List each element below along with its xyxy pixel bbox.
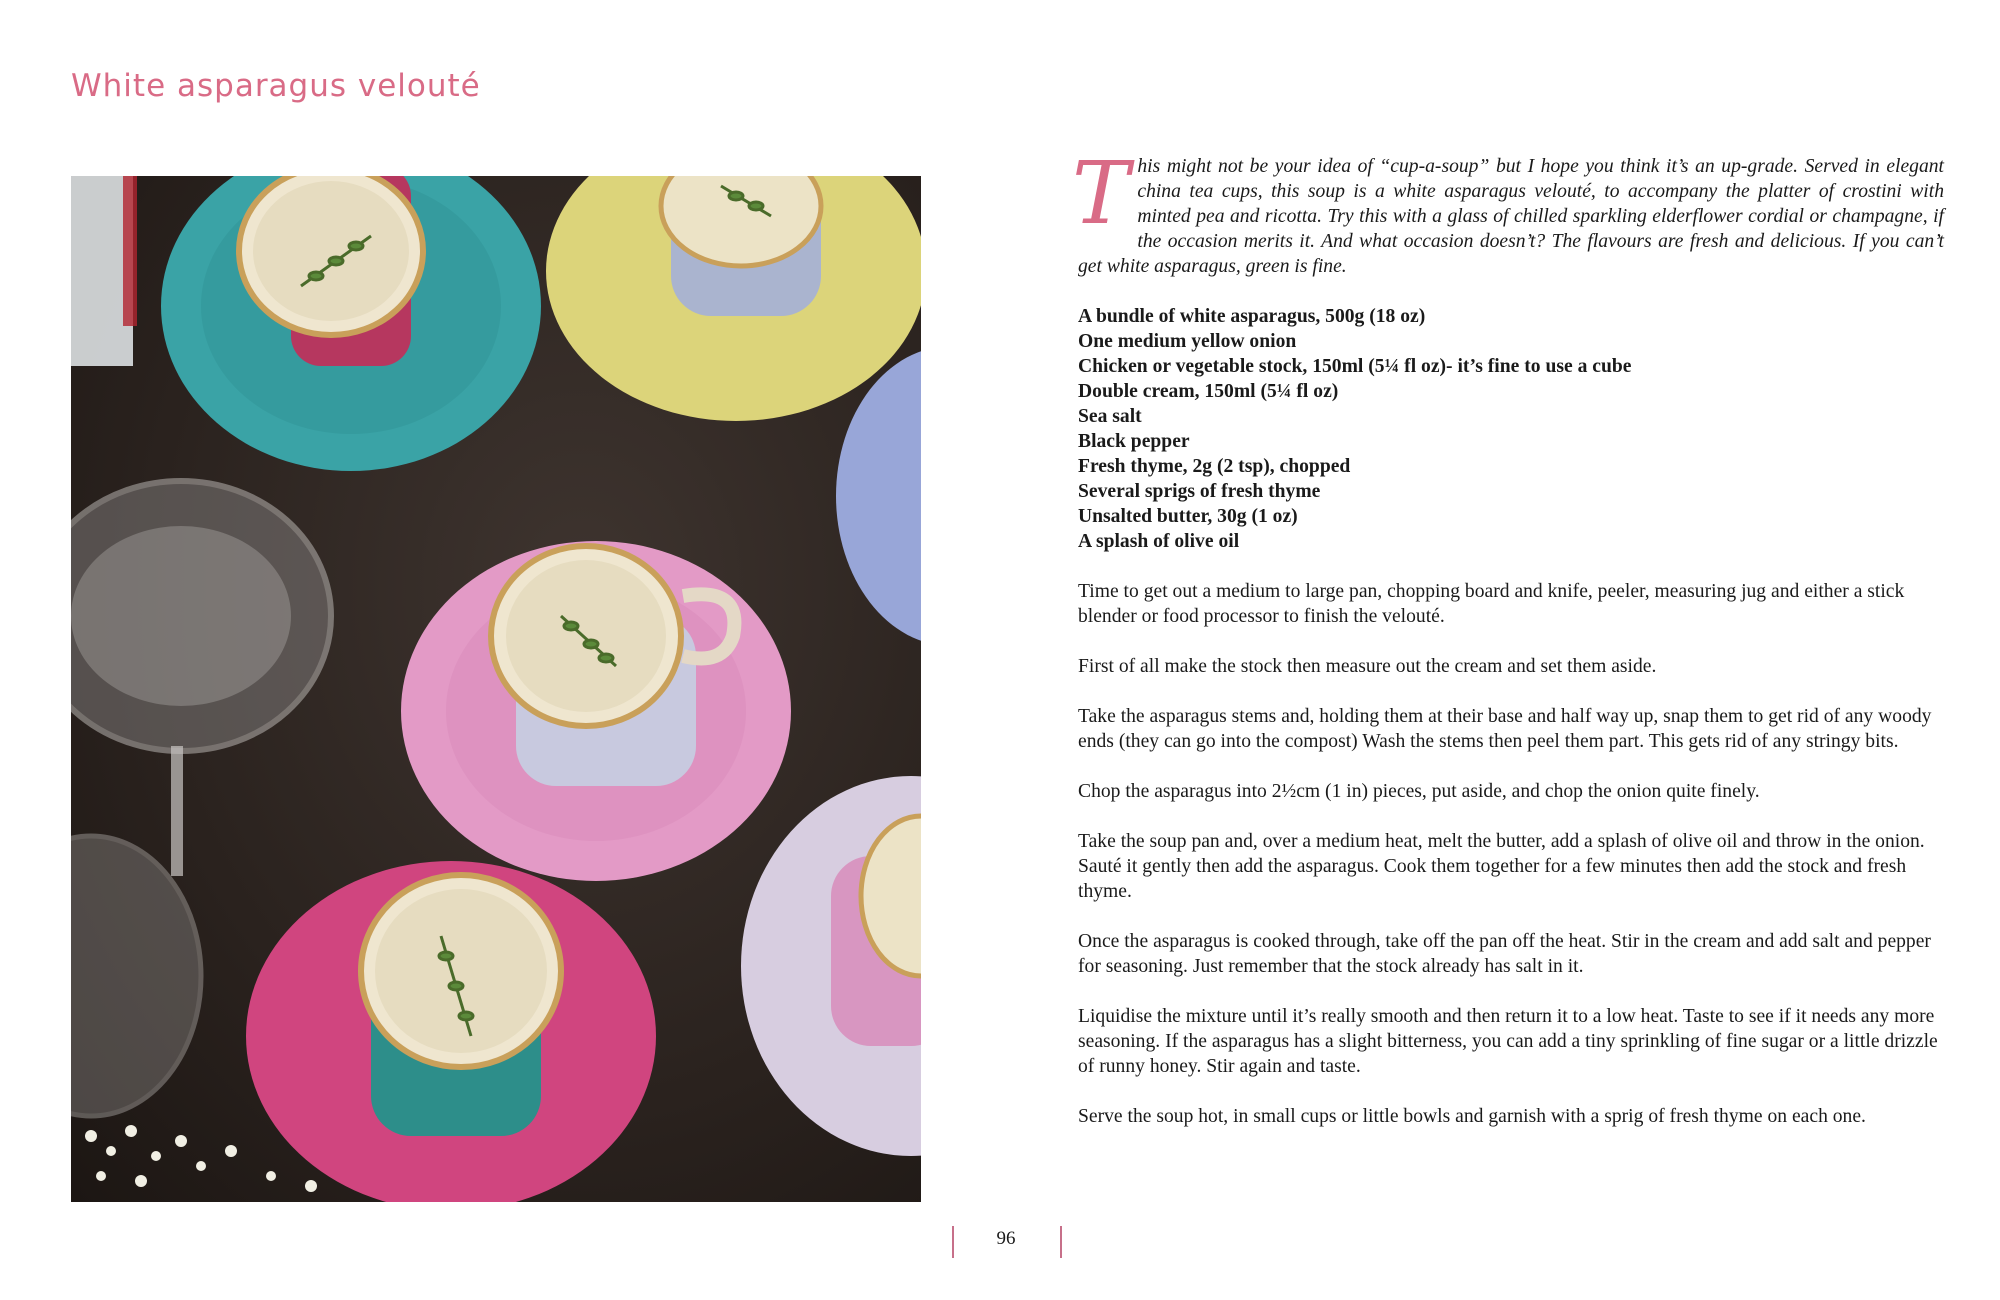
page-title: White asparagus velouté (71, 68, 481, 104)
teacups-photo (71, 176, 921, 1202)
ingredient-item: Unsalted butter, 30g (1 oz) (1078, 506, 1298, 527)
ingredient-list (1078, 304, 1944, 554)
page-number: 96 (996, 1228, 1016, 1249)
ingredient-item: Chicken or vegetable stock, 150ml (5¼ fl oz)- it’s fine to use a cube (1078, 356, 1632, 377)
method-step: Chop the asparagus into 2½cm (1 in) pieces, put aside, and chop the onion quite finely. (1078, 781, 1760, 802)
intro-paragraph (1072, 144, 1944, 279)
ingredient-item: One medium yellow onion (1078, 331, 1297, 352)
ingredient-item: Several sprigs of fresh thyme (1078, 481, 1321, 502)
ingredient-item: Black pepper (1078, 431, 1190, 452)
ingredient-item: A splash of olive oil (1078, 531, 1240, 552)
method-step: Take the soup pan and, over a medium heat, melt the butter, add a splash of olive oil and throw in the onion. Sauté it gently then add the asparagus. Cook them together for a few minutes then add the stock and fresh thyme. (1078, 831, 1925, 902)
method-step: Take the asparagus stems and, holding them at their base and half way up, snap them to get rid of any woody ends (they can go into the compost) Wash the stems then peel them part. This gets rid of any stringy bits. (1078, 706, 1932, 752)
ingredient-item: Sea salt (1078, 406, 1142, 427)
method-step: Serve the soup hot, in small cups or little bowls and garnish with a sprig of fresh thyme on each one. (1078, 1106, 1866, 1127)
method-step: Liquidise the mixture until it’s really smooth and then return it to a low heat. Taste to see if it needs any more seasoning. If the asparagus has a slight bitterness, you can add a tiny sprinkling of fine sugar or a little drizzle of runny honey. Stir again and taste. (1078, 1006, 1938, 1077)
ingredient-item: Double cream, 150ml (5¼ fl oz) (1078, 381, 1339, 402)
ingredient-item: A bundle of white asparagus, 500g (18 oz) (1078, 306, 1426, 327)
recipe-text (1072, 144, 1944, 1154)
intro-text: his might not be your idea of “cup-a-soup” but I hope you think it’s an up-grade. Served in elegant china tea cups, this soup is a white asparagus velouté, to accompany the platter of crostini with minted pea and ricotta. Try this with a glass of chilled sparkling elderflower cordial or champagne, if the occasion merits it. And what occasion doesn’t? The flavours are fresh and delicious. If you can’t get white asparagus, green is fine. (1078, 156, 1944, 277)
photo-illustration (71, 176, 921, 1202)
method-step: Once the asparagus is cooked through, take off the pan off the heat. Stir in the cream and add salt and pepper for seasoning. Just remember that the stock already has salt in it. (1078, 931, 1931, 977)
folio-divider-right (1060, 1226, 1062, 1258)
dropcap: T (1072, 144, 1130, 244)
method-step: Time to get out a medium to large pan, chopping board and knife, peeler, measuring jug and either a stick blender or food processor to finish the velouté. (1078, 581, 1905, 627)
method-step: First of all make the stock then measure out the cream and set them aside. (1078, 656, 1657, 677)
ingredient-item: Fresh thyme, 2g (2 tsp), chopped (1078, 456, 1351, 477)
